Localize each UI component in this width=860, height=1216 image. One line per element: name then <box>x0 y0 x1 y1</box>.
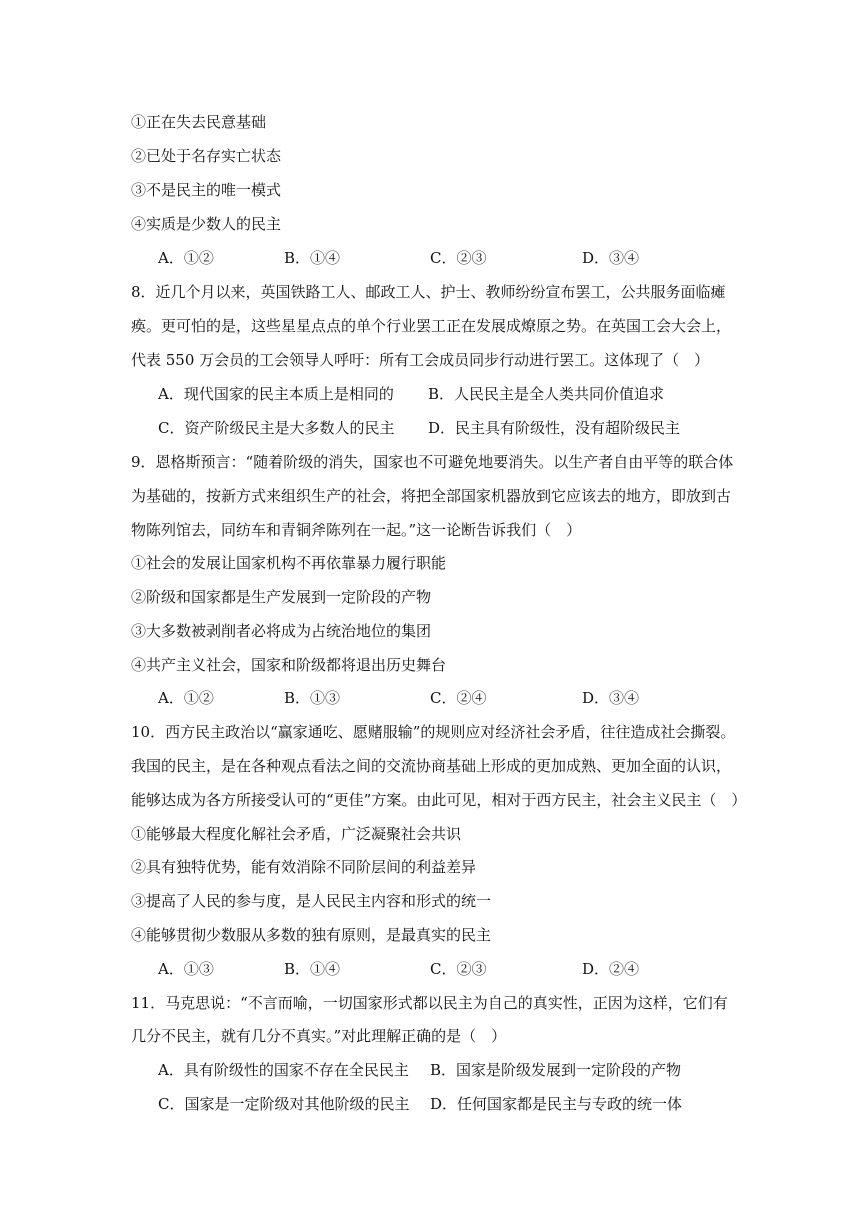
q10-statement-1: ①能够最大程度化解社会矛盾，广泛凝聚社会共识 <box>131 825 462 843</box>
q9-options <box>158 688 639 708</box>
q7-option-c: C．②③ <box>430 249 487 267</box>
q10-statement-4: ④能够贯彻少数服从多数的独有原则，是最真实的民主 <box>131 926 492 944</box>
q10-option-a: A．①③ <box>158 960 214 978</box>
q10-statement-2: ②具有独特优势，能有效消除不同阶层间的利益差异 <box>131 858 477 876</box>
q8-option-d: D．民主具有阶级性，没有超阶级民主 <box>428 419 681 437</box>
q8-options-row-1 <box>158 384 664 404</box>
q10-stem-line-2: 我国的民主，是在各种观点看法之间的交流协商基础上形成的更加成熟、更加全面的认识， <box>131 757 732 775</box>
q8-option-c: C．资产阶级民主是大多数人的民主 <box>158 419 395 437</box>
q7-option-b: B．①④ <box>284 249 341 267</box>
q9-stem-line-2: 为基础的，按新方式来组织生产的社会，将把全部国家机器放到它应该去的地方，即放到古 <box>131 487 732 505</box>
q7-statement-2: ②已处于名存实亡状态 <box>131 147 282 165</box>
q8-option-a: A．现代国家的民主本质上是相同的 <box>158 385 394 403</box>
q7-statement-1: ①正在失去民意基础 <box>131 113 267 131</box>
q8-stem-line-1: 8．近几个月以来，英国铁路工人、邮政工人、护士、教师纷纷宣布罢工，公共服务面临瘫 <box>131 283 726 301</box>
q7-option-a: A．①② <box>158 249 214 267</box>
q9-stem-line-3: 物陈列馆去，同纺车和青铜斧陈列在一起。”这一论断告诉我们（ ） <box>131 521 582 539</box>
q10-stem-line-3: 能够达成为各方所接受认可的“更佳”方案。由此可见，相对于西方民主，社会主义民主（ ） <box>131 791 747 809</box>
q7-statement-3: ③不是民主的唯一模式 <box>131 181 282 199</box>
q7-statement-4: ④实质是少数人的民主 <box>131 215 282 233</box>
q8-stem-line-3: 代表 550 万会员的工会领导人呼吁：所有工会成员同步行动进行罢工。这体现了（ ） <box>131 351 710 369</box>
q8-stem-line-2: 痪。更可怕的是，这些星星点点的单个行业罢工正在发展成燎原之势。在英国工会大会上， <box>131 317 732 335</box>
q9-option-d: D．③④ <box>582 689 640 707</box>
q10-option-c: C．②③ <box>430 960 487 978</box>
q11-option-d: D．任何国家都是民主与专政的统一体 <box>430 1095 683 1113</box>
q7-option-d: D．③④ <box>582 249 640 267</box>
q11-option-c: C．国家是一定阶级对其他阶级的民主 <box>158 1095 410 1113</box>
q10-statement-3: ③提高了人民的参与度，是人民民主内容和形式的统一 <box>131 892 492 910</box>
q9-statement-1: ①社会的发展让国家机构不再依靠暴力履行职能 <box>131 554 447 572</box>
q9-option-a: A．①② <box>158 689 214 707</box>
q11-options-row-1 <box>158 1060 681 1080</box>
q9-statement-3: ③大多数被剥削者必将成为占统治地位的集团 <box>131 622 432 640</box>
q10-option-d: D．②④ <box>582 960 640 978</box>
q8-option-b: B．人民民主是全人类共同价值追求 <box>428 385 665 403</box>
q10-option-b: B．①④ <box>284 960 341 978</box>
q8-options-row-2 <box>158 418 680 438</box>
q9-option-b: B．①③ <box>284 689 341 707</box>
q9-statement-4: ④共产主义社会，国家和阶级都将退出历史舞台 <box>131 656 447 674</box>
q11-options-row-2 <box>158 1094 682 1114</box>
q11-stem-line-1: 11．马克思说：“不言而喻，一切国家形式都以民主为自己的真实性，正因为这样，它们有 <box>131 994 728 1012</box>
q10-options <box>158 959 639 979</box>
q11-option-a: A．具有阶级性的国家不存在全民民主 <box>158 1061 409 1079</box>
q9-statement-2: ②阶级和国家都是生产发展到一定阶段的产物 <box>131 588 432 606</box>
q7-options <box>158 248 639 268</box>
q9-option-c: C．②④ <box>430 689 487 707</box>
q11-option-b: B．国家是阶级发展到一定阶段的产物 <box>430 1061 682 1079</box>
q10-stem-line-1: 10．西方民主政治以“赢家通吃、愿赌服输”的规则应对经济社会矛盾，往往造成社会撕裂。 <box>131 723 736 741</box>
q11-stem-line-2: 几分不民主，就有几分不真实。”对此理解正确的是（ ） <box>131 1027 507 1045</box>
q9-stem-line-1: 9．恩格斯预言：“随着阶级的消失，国家也不可避免地要消失。以生产者自由平等的联合体 <box>131 453 734 471</box>
